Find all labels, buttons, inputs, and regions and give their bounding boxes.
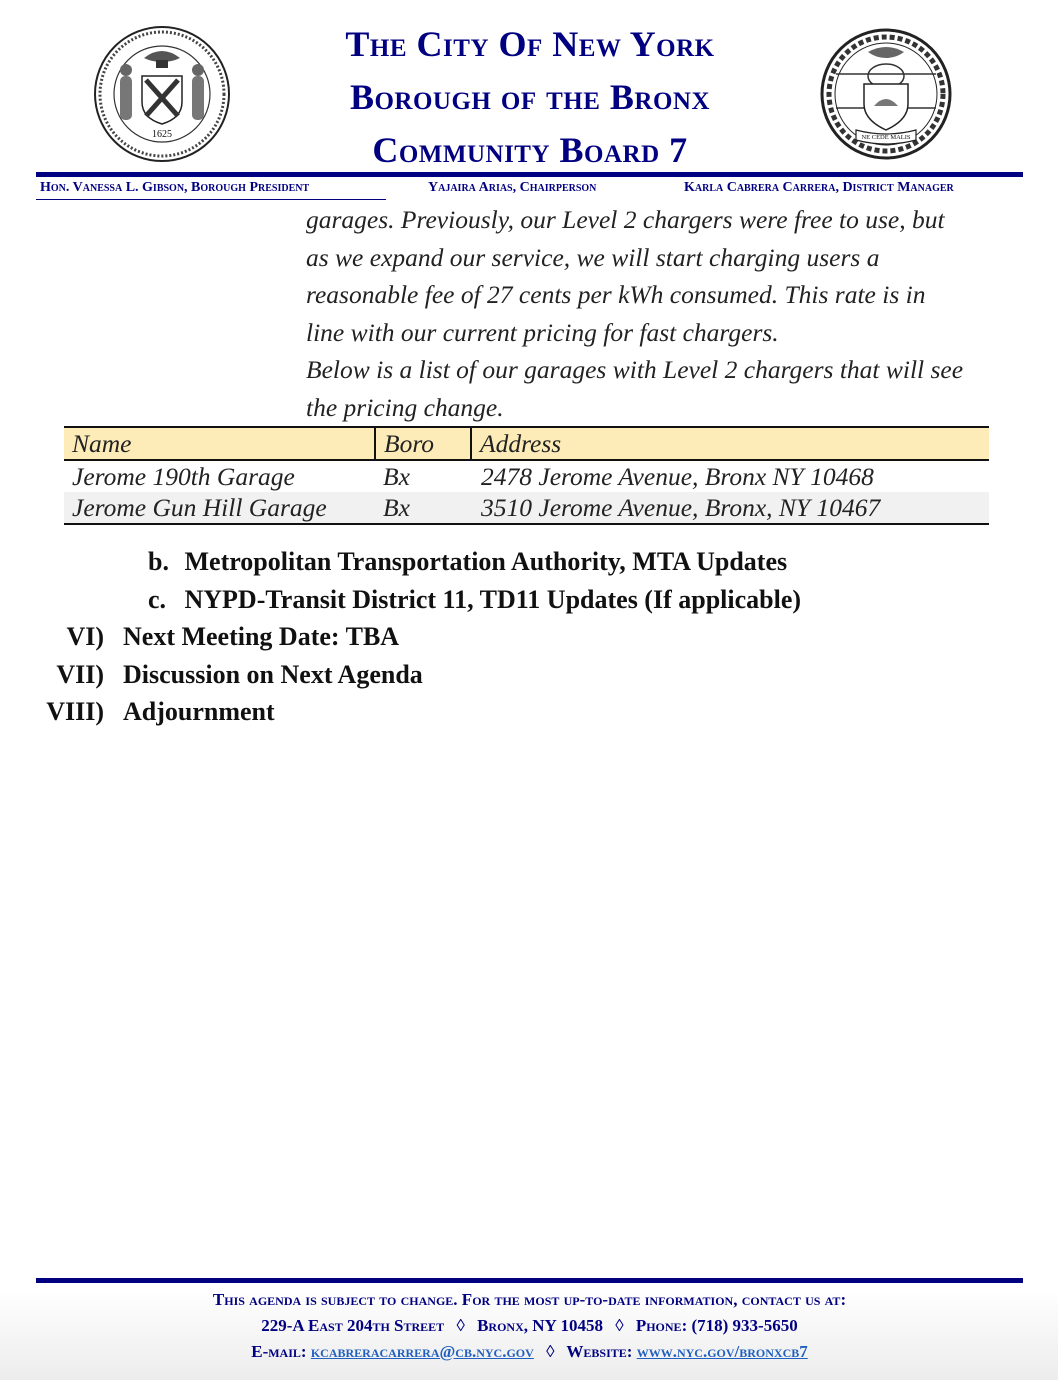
cell-boro: Bx [383, 492, 410, 522]
item-text: Adjournment [123, 697, 275, 726]
footer-email-label: E-mail: [251, 1342, 307, 1361]
paragraph-line: the pricing change. [306, 392, 504, 422]
paragraph-line: reasonable fee of 27 cents per kWh consumed. This rate is in [306, 280, 926, 310]
cell-address: 3510 Jerome Avenue, Bronx, NY 10467 [481, 492, 881, 522]
footer-divider [36, 1278, 1023, 1283]
district-manager: Karla Cabrera Carrera, District Manager [684, 180, 954, 195]
item-text: Discussion on Next Agenda [123, 660, 423, 689]
table-row [64, 460, 989, 492]
item-text: NYPD-Transit District 11, TD11 Updates (If applicable) [184, 585, 802, 614]
svg-text:NE CEDE MALIS: NE CEDE MALIS [861, 134, 911, 141]
paragraph-line: garages. Previously, our Level 2 chargers were free to use, but [306, 205, 945, 234]
officials-underline [36, 199, 386, 200]
footer-contact-line [36, 1313, 1023, 1339]
agenda-subitem-nypd [148, 585, 801, 615]
footer-links-line [36, 1339, 1023, 1365]
header-address: Address [471, 427, 989, 460]
item-marker: VIII) [46, 697, 104, 726]
paragraph-line: Below is a list of our garages with Level 2 chargers that will see [306, 355, 964, 385]
agenda-item-discussion [0, 660, 423, 690]
footer-phone: (718) 933-5650 [691, 1316, 798, 1335]
agenda-item-next-meeting [0, 622, 399, 652]
agenda-item-adjournment [0, 697, 275, 727]
footer-city: Bronx, NY 10458 [477, 1316, 603, 1335]
item-marker: b. [148, 547, 169, 576]
diamond-separator-icon: ◊ [456, 1316, 465, 1335]
cell-name: Jerome 190th Garage [72, 461, 295, 491]
item-marker: VI) [66, 622, 104, 651]
diamond-separator-icon: ◊ [615, 1316, 624, 1335]
table-header-row [64, 427, 989, 460]
footer-notice: This agenda is subject to change. For the most up-to-date information, contact us at: [212, 1290, 847, 1309]
title-borough: Borough of the Bronx [349, 77, 711, 117]
item-marker: c. [148, 585, 167, 614]
paragraph-line: as we expand our service, we will start charging users a [306, 242, 880, 272]
paragraph-line: line with our current pricing for fast chargers. [306, 317, 779, 347]
item-text: Metropolitan Transportation Authority, MTA Updates [184, 547, 788, 576]
header-name: Name [72, 428, 132, 458]
officials-bar [40, 180, 1022, 200]
cell-address: 2478 Jerome Avenue, Bronx NY 10468 [481, 461, 874, 491]
borough-president: Hon. Vanessa L. Gibson, Borough President [40, 180, 310, 195]
bronx-borough-seal-icon [818, 26, 954, 162]
footer-address: 229-A East 204th Street [261, 1316, 445, 1335]
header-divider [36, 172, 1023, 177]
website-link[interactable]: www.nyc.gov/bronxcb7 [636, 1342, 808, 1361]
cell-name: Jerome Gun Hill Garage [72, 492, 327, 522]
chairperson: Yajaira Arias, Chairperson [428, 180, 597, 195]
nyc-city-seal-icon [92, 24, 232, 164]
cell-boro: Bx [383, 461, 410, 491]
header-boro: Boro [375, 427, 471, 460]
garage-table [64, 426, 989, 525]
title-board: Community Board 7 [372, 130, 688, 170]
table-row [64, 492, 989, 524]
footer [36, 1287, 1023, 1365]
svg-text:1625: 1625 [152, 129, 172, 140]
agenda-subitem-mta [148, 547, 787, 577]
pricing-paragraph [306, 201, 1046, 427]
title-city: The City Of New York [345, 24, 715, 64]
letterhead-title [280, 18, 780, 177]
footer-phone-label: Phone: [635, 1316, 688, 1335]
footer-website-label: Website: [566, 1342, 633, 1361]
email-link[interactable]: kcabreracarrera@cb.nyc.gov [310, 1342, 534, 1361]
item-text: Next Meeting Date: TBA [123, 622, 400, 651]
diamond-separator-icon: ◊ [546, 1342, 555, 1361]
item-marker: VII) [56, 660, 104, 689]
